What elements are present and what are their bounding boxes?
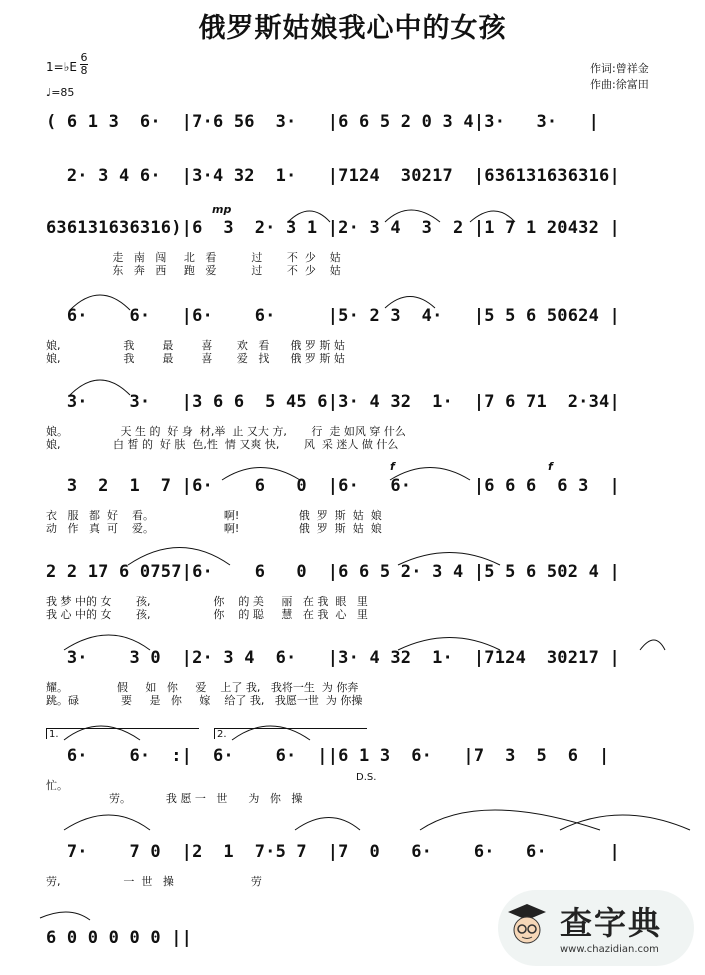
notation-row: 2· 3 4 6· |3·4 32 1· |7124 30217 |636131636316| [46, 166, 620, 186]
lyric-line-1: 耀。 假 如 你 爱 上了 我, 我将一生 为 你奔 [46, 681, 359, 694]
lyric-line-2: 东 奔 西 跑 爱 过 不 少 姑 [46, 264, 341, 277]
lyric-line-1: 衣 服 都 好 看。 啊! 俄 罗 斯 姑 娘 [46, 509, 382, 522]
notation-row: 636131636316)|6 3 2· 3 1 |2· 3 4 3 2 |1 7 1 20432 | [46, 218, 620, 238]
mascot-icon [506, 902, 548, 948]
lyric-line-2: 我 心 中的 女 孩, 你 的 聪 慧 在 我 心 里 [46, 608, 368, 621]
dynamic-f-2: f [548, 460, 553, 473]
notation-row: 3· 3 0 |2· 3 4 6· |3· 4 32 1· |7124 30217 | [46, 648, 620, 668]
notation-row: 3 2 1 7 |6· 6 0 |6· 6· |6 6 6 6 3 | [46, 476, 620, 496]
lyric-line-1: 娘。 天 生 的 好 身 材,举 止 又大 方, 行 走 如风 穿 什么 [46, 425, 406, 438]
lyric-line-2: 动 作 真 可 爱。 啊! 俄 罗 斯 姑 娘 [46, 522, 382, 535]
time-signature [80, 52, 88, 77]
notation-row: 3· 3· |3 6 6 5 45 6|3· 4 32 1· |7 6 71 2·34| [46, 392, 620, 412]
notation-row: 2 2 17 6 0757|6· 6 0 |6 6 5 2· 3 4 |5 5 6 502 4 | [46, 562, 620, 582]
volta-1: 1. [46, 728, 199, 739]
lyric-line-2: 劳。 我 愿 一 世 为 你 操 [46, 792, 303, 805]
dynamic-f-1: f [390, 460, 395, 473]
lyric-line-2: 娘, 我 最 喜 爱 找 俄 罗 斯 姑 [46, 352, 345, 365]
song-title: 俄罗斯姑娘我心中的女孩 [198, 13, 507, 44]
ds-mark: D.S. [356, 772, 377, 783]
notation-row: 7· 7 0 |2 1 7·5 7 |7 0 6· 6· 6· | [46, 842, 620, 862]
time-top: 6 [80, 51, 88, 64]
lyric-line-1: 我 梦 中的 女 孩, 你 的 美 丽 在 我 眼 里 [46, 595, 368, 608]
notation-row: ( 6 1 3 6· |7·6 56 3· |6 6 5 2 0 3 4|3· 3· | [46, 112, 600, 132]
logo-url: www.chazidian.com [560, 944, 659, 955]
key-signature: 1=♭E [46, 60, 77, 74]
notation-row: 6· 6· |6· 6· |5· 2 3 4· |5 5 6 50624 | [46, 306, 620, 326]
composer-credit: 作曲:徐富田 [590, 78, 649, 91]
tempo-mark: ♩=85 [46, 86, 75, 99]
lyric-line-2: 跳。碌 要 是 你 嫁 给了 我, 我愿一世 为 你操 [46, 694, 363, 707]
lyric-line-1: 走 南 闯 北 看 过 不 少 姑 [46, 251, 341, 264]
lyricist-credit: 作词:曾祥金 [590, 62, 649, 75]
lyric-line-1: 劳, 一 世 操 劳 [46, 875, 262, 888]
lyric-line-1: 忙。 [46, 779, 68, 792]
dynamic-mp: mp [212, 203, 232, 216]
lyric-line-2: 娘, 白 皙 的 好 肤 色,性 情 又爽 快, 风 采 迷人 做 什么 [46, 438, 399, 451]
lyric-line-1: 娘, 我 最 喜 欢 看 俄 罗 斯 姑 [46, 339, 345, 352]
volta-2: 2. [214, 728, 367, 739]
notation-row: 6· 6· :| 6· 6· ||6 1 3 6· |7 3 5 6 | [46, 746, 610, 766]
logo-name: 查字典 [560, 904, 663, 942]
notation-row: 6 0 0 0 0 0 || [46, 928, 193, 948]
time-bottom: 8 [80, 64, 88, 77]
